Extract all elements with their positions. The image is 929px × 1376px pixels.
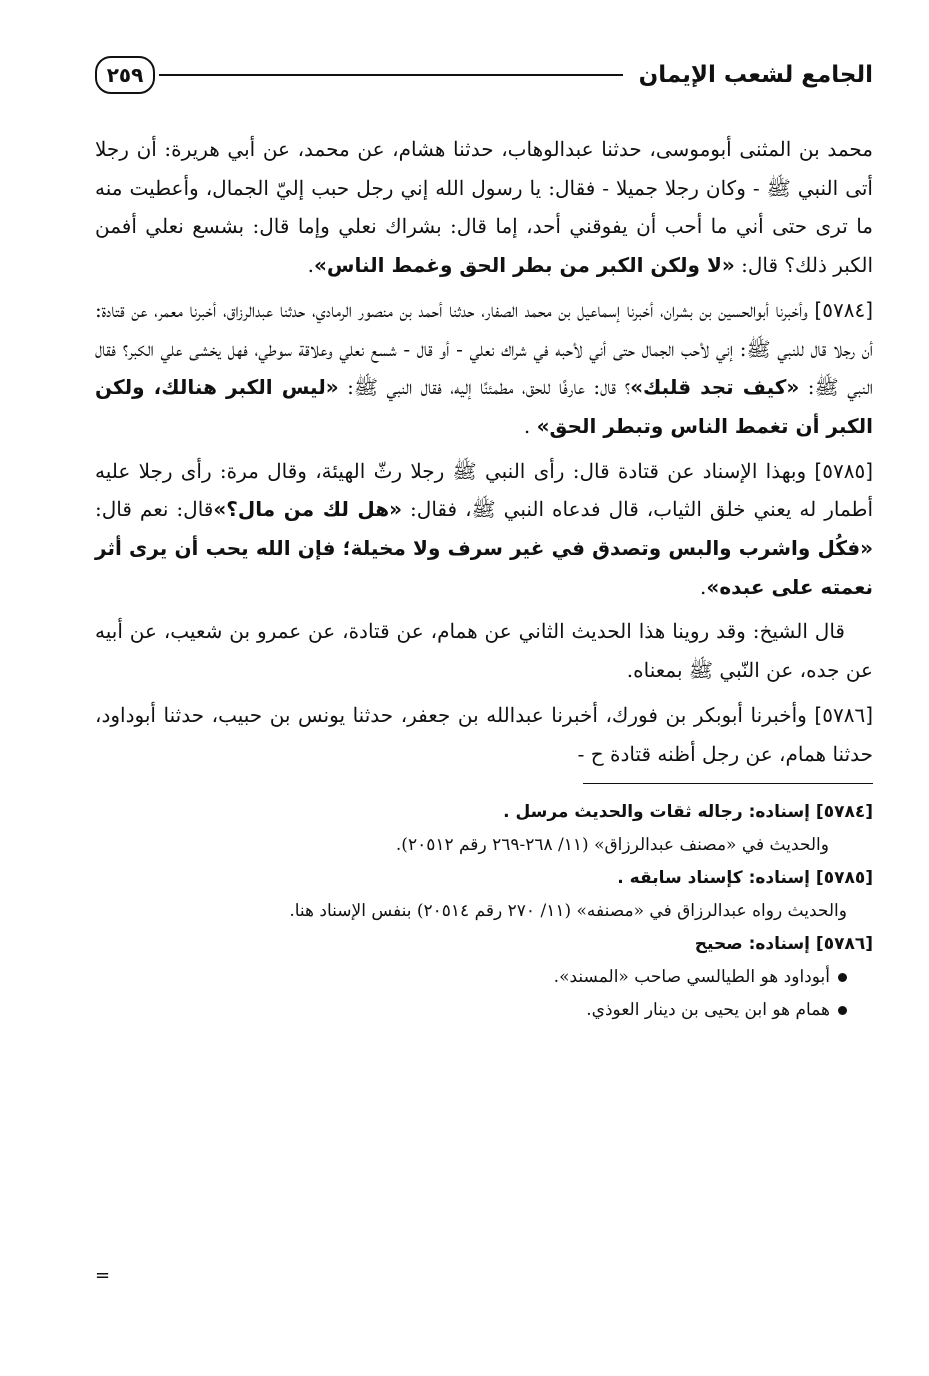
paragraph-text: محمد بن المثنى أبوموسى، حدثنا عبدالوهاب، حدثنا هشام، عن محمد، عن أبي هريرة: أن رجلا أتى النبي ﷺ - وكان رجلا جميلا - فقال: يا رسول الله إني رجل حبب إليّ الجمال، وأعطيت منه ما ترى حتى أني ما أحب أن يفوقني أحد، إما قال: بشراك نعلي وإما قال: بشسع نعلي أفمن الكبر ذلك؟ قال: xyxy=(95,137,873,278)
footnote-text: صحيح xyxy=(694,934,749,955)
footnote-5785 xyxy=(95,862,873,895)
paragraph-hadith-5784 xyxy=(95,291,873,446)
bullet-dot-icon xyxy=(838,973,847,982)
bullet-dot-icon xyxy=(838,1006,847,1015)
paragraph-sheikh-note: قال الشيخ: وقد روينا هذا الحديث الثاني عن همام، عن قتادة، عن عمرو بن شعيب، عن أبيه عن جده، عن النّبي ﷺ بمعناه. xyxy=(95,619,873,683)
continuation-mark: = xyxy=(95,1265,111,1286)
footnote-label: [٥٧٨٤] إسناده: xyxy=(748,802,873,823)
main-text xyxy=(95,130,873,773)
paragraph-text: وأخبرنا أبوالحسين بن بشران، أخبرنا إسماعيل بن محمد الصفار، حدثنا أحمد بن منصور الرمادي، حدثنا عبدالرزاق، أخبرنا معمر، عن قتادة: أن رجلا قال للنبي ﷺ: إني لأحب الجمال حتى أني لأحبه في شراك نعلي - أو قال - شسع نعلي وعلاقة سوطي، فهل يخشى علي الكبر؟ فقال النبي ﷺ: xyxy=(95,297,873,400)
hadith-number: [٥٧٨٥] xyxy=(814,458,873,483)
hadith-number: [٥٧٨٤] xyxy=(814,297,873,322)
footnote-label: [٥٧٨٦] إسناده: xyxy=(748,934,873,955)
hadith-quote: «ليس الكبر هنالك، ولكن الكبر أن تغمط الناس وتبطر الحق» xyxy=(95,375,873,438)
footnote-bullet xyxy=(95,961,873,994)
footnote-bullet xyxy=(95,994,873,1027)
footnote-divider xyxy=(583,783,873,784)
paragraph-text: وأخبرنا أبوبكر بن فورك، أخبرنا عبدالله بن جعفر، حدثنا يونس بن حبيب، حدثنا أبوداود، حدثنا همام، عن رجل أظنه قتادة ح - xyxy=(95,702,873,766)
page-header xyxy=(95,52,873,98)
page-number-badge: ٢٥٩ xyxy=(95,56,155,94)
paragraph-text: وبهذا الإسناد عن قتادة قال: رأى النبي ﷺ رجلا رثّ الهيئة، وقال مرة: رأى رجلا عليه أطمار له يعني خلق الثياب، قال فدعاه النبي ﷺ، فقال: xyxy=(95,458,874,522)
footnote-text: كإسناد سابقه . xyxy=(617,868,749,889)
paragraph-text: . xyxy=(700,574,707,599)
footnotes xyxy=(95,796,873,1027)
paragraph-text: . xyxy=(523,413,537,438)
bullet-text: أبوداود هو الطيالسي صاحب «المسند». xyxy=(553,967,830,988)
hadith-number: [٥٧٨٦] xyxy=(814,702,873,727)
bullet-text: همام هو ابن يحيى بن دينار العوذي. xyxy=(586,1000,830,1021)
hadith-quote: «لا ولكن الكبر من بطر الحق وغمط الناس» xyxy=(313,253,735,278)
paragraph-hadith-5786 xyxy=(95,696,873,773)
hadith-quote: «كيف تجد قلبك» xyxy=(630,375,800,400)
paragraph-text: ؟ قال: عارفًا للحق، مطمئنًا إليه، فقال النبي ﷺ: xyxy=(338,375,631,400)
hadith-quote: «فكُل واشرب والبس وتصدق في غير سرف ولا مخيلة؛ فإن الله يحب أن يرى أثر نعمته على عبده» xyxy=(95,536,873,599)
paragraph-text: . xyxy=(307,253,314,278)
running-title: الجامع لشعب الإيمان xyxy=(638,62,873,88)
footnote-5785-source: والحديث رواه عبدالرزاق في «مصنفه» (١١/ ٢٧٠ رقم ٢٠٥١٤) بنفس الإسناد هنا. xyxy=(289,901,847,922)
book-page xyxy=(95,52,873,1342)
footnote-5786 xyxy=(95,928,873,961)
footnote-5784-source: والحديث في «مصنف عبدالرزاق» (١١/ ٢٦٨-٢٦٩ رقم ٢٠٥١٢). xyxy=(395,835,829,856)
header-rule xyxy=(159,74,623,76)
paragraph-hadith-continuation xyxy=(95,130,873,285)
hadith-quote: «هل لك من مال؟» xyxy=(213,497,403,522)
paragraph-hadith-5785 xyxy=(95,452,873,607)
paragraph-text: قال: نعم قال: xyxy=(95,497,214,522)
footnote-5784 xyxy=(95,796,873,829)
footnote-text: رجاله ثقات والحديث مرسل . xyxy=(503,802,749,823)
footnote-label: [٥٧٨٥] إسناده: xyxy=(748,868,873,889)
